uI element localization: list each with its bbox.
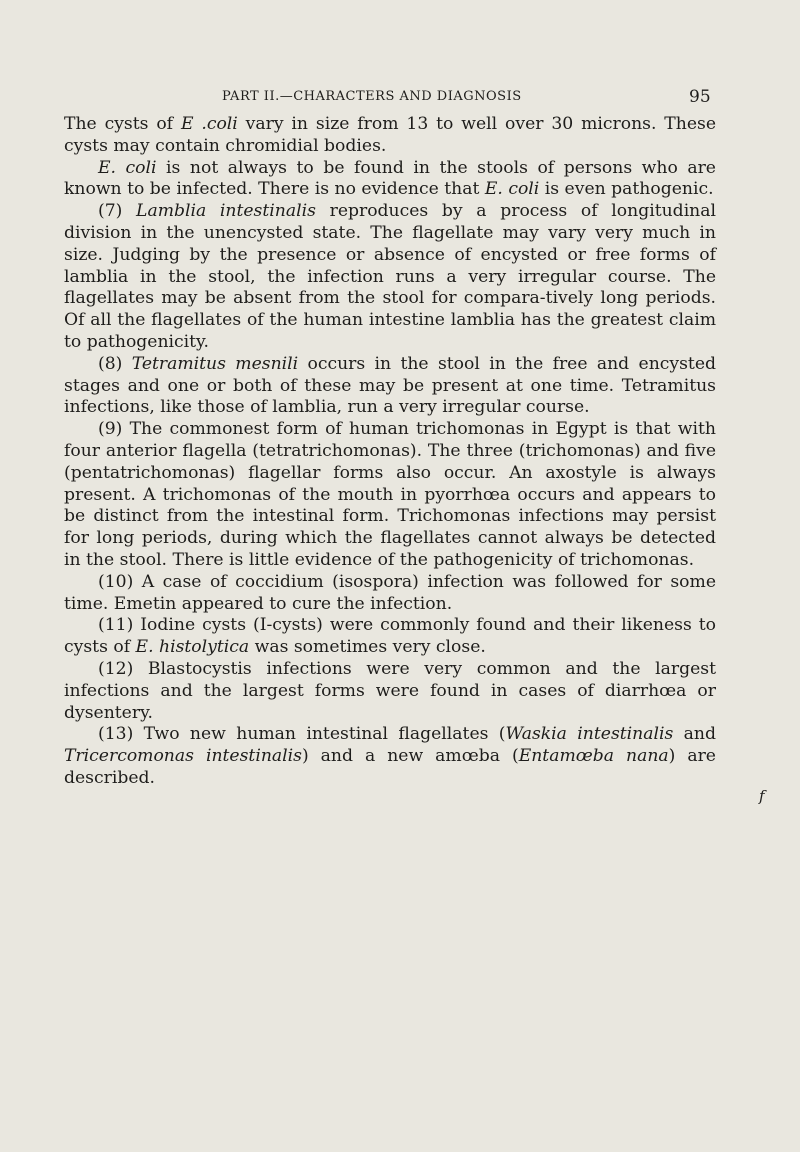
paragraph (64, 615, 716, 659)
text-run: (7) (98, 201, 137, 222)
text-run: was sometimes very close. (249, 637, 486, 658)
text-run: ) are described. (64, 746, 716, 788)
paragraph (64, 724, 716, 789)
italic-term: Entamœba nana (518, 746, 669, 767)
text-run: (8) (98, 353, 132, 374)
text-run: vary in size from 13 to well over 30 microns. These cysts may contain chromidial bodies. (64, 114, 716, 156)
italic-term: Tricercomonas intestinalis (64, 746, 302, 767)
paragraph (64, 419, 716, 572)
body-text (64, 114, 716, 790)
margin-mark: f (759, 787, 765, 805)
paragraph (64, 659, 716, 724)
text-run: reproduces by a process of longitudinal division in the unencysted state. The flagellate may vary very much in size. Judging by the presence or absence of encysted or free forms of lamblia in the stool, the infection runs a very irregular course. The flagellates may be absent from the stool for compara-tively long periods. Of all the flagellates of the human intestine lamblia has the greatest claim to pathogenicity. (64, 201, 716, 352)
text-run: is not always to be found in the stools of persons who are known to be infected. There is no evidence that (64, 157, 716, 200)
text-run: ) and a new amœba ( (301, 746, 519, 767)
text-run: (12) Blastocystis infections were very common and the largest infections and the largest forms were found in cases of diarrhœa or dysentery. (64, 658, 716, 723)
text-run: (13) Two new human intestinal flagellates ( (98, 724, 506, 745)
paragraph (64, 572, 716, 616)
running-head: PART II.—CHARACTERS AND DIAGNOSIS (222, 89, 522, 104)
text-run: (10) A case of coccidium (isospora) infection was followed for some time. Emetin appeared to cure the infection. (64, 571, 716, 614)
text-run: is even pathogenic. (539, 179, 714, 200)
italic-term: E. histolytica (135, 637, 250, 658)
paragraph (64, 354, 716, 419)
italic-term: Waskia intestinalis (505, 724, 674, 745)
italic-term: Lamblia intestinalis (136, 201, 316, 222)
text-run: The cysts of (64, 114, 181, 134)
page-number: 95 (689, 87, 711, 107)
italic-term: E .coli (180, 114, 238, 134)
text-run: (9) The commonest form of human trichomonas in Egypt is that with four anterior flagella (tetratrichomonas). The three (trichomonas) and five (pentatrichomonas) flagellar forms also occur. An axostyle is always present. A trichomonas of the mouth in pyorrhœa occurs and appears to be distinct from the intestinal form. Trichomonas infections may persist for long periods, during which the flagellates cannot always be detected in the stool. There is little evidence of the pathogenicity of trichomonas. (64, 419, 716, 570)
text-run: occurs in the stool in the free and encysted stages and one or both of these may be present at one time. Tetramitus infections, like those of lamblia, run a very irregular course. (64, 353, 716, 418)
paragraph (64, 201, 716, 354)
text-run: and (673, 724, 716, 745)
page-header (0, 89, 800, 113)
italic-term: E. coli (98, 157, 157, 178)
italic-term: E. coli (484, 179, 540, 200)
paragraph (64, 114, 716, 158)
text-run: (11) Iodine cysts (I-cysts) were commonly found and their likeness to cysts of (64, 615, 716, 658)
italic-term: Tetramitus mesnili (131, 353, 299, 374)
paragraph (64, 158, 716, 202)
